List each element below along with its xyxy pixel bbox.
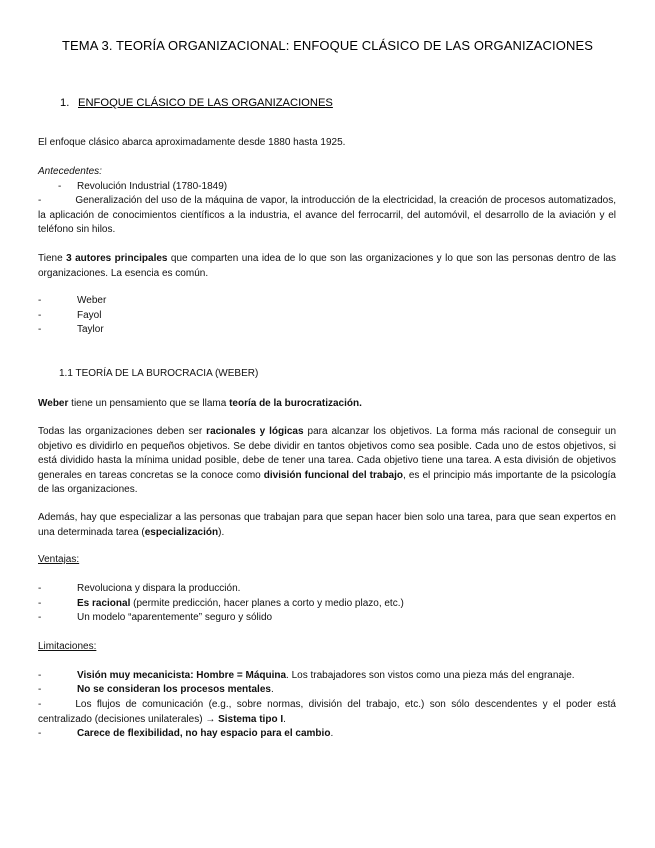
- p2-post: , es el principio más importante de la psicología de las organizaciones.: [38, 469, 616, 496]
- limitacion-item-3: [38, 698, 616, 727]
- limitacion-bold: Sistema tipo I: [215, 713, 284, 725]
- antecedentes-dash-1: -: [58, 181, 62, 192]
- list-dash: -: [38, 699, 42, 710]
- p3-pre: Además, hay que especializar a las personas que trabajan para que sepan hacer bien solo una tarea, para que sean expertos en una determinada tarea (: [38, 512, 616, 538]
- author-item-taylor: [38, 323, 616, 338]
- limitacion-text: .: [283, 713, 286, 725]
- document-title: TEMA 3. TEORÍA ORGANIZACIONAL: ENFOQUE CLÁSICO DE LAS ORGANIZACIONES: [61, 38, 593, 53]
- author-item-weber: [38, 294, 616, 309]
- section-heading-text: ENFOQUE CLÁSICO DE LAS ORGANIZACIONES: [78, 97, 333, 109]
- autores-bold: 3 autores principales: [66, 253, 168, 264]
- p2-pre: Todas las organizaciones deben ser: [38, 426, 207, 437]
- p3-post: ).: [218, 526, 225, 538]
- limitacion-bold: Visión muy mecanicista: Hombre = Máquina: [77, 670, 287, 681]
- ventaja-text: (permite predicción, hacer planes a corto y medio plazo, etc.): [130, 598, 404, 609]
- limitacion-text: Los flujos de comunicación (e.g., sobre normas, división del trabajo, etc.) son sólo descendentes y el poder está centralizado (decisiones unilaterales): [38, 699, 616, 725]
- limitacion-bold: Carece de flexibilidad, no hay espacio para el cambio: [77, 728, 331, 739]
- limitacion-item-2: [38, 683, 616, 698]
- burocratizacion-bold: teoría de la burocratización.: [229, 398, 362, 409]
- antecedentes-item-2-text: Generalización del uso de la máquina de vapor, la introducción de la electricidad, la creación de procesos automatizados, la aplicación de conocimientos científicos a la industria, el avance del ferrocarril, del automóvil, el desarrollo de la aviación y el teléfono sin hilos.: [38, 195, 616, 236]
- weber-paragraph: [38, 397, 616, 412]
- author-item-fayol: [38, 309, 616, 324]
- subsection-heading: 1.1 TEORÍA DE LA BUROCRACIA (WEBER): [59, 368, 259, 379]
- ventaja-item-2: [38, 597, 616, 612]
- antecedentes-item-2: [38, 194, 616, 238]
- list-dash: -: [38, 728, 42, 739]
- organizaciones-paragraph: [38, 425, 616, 498]
- arrow-right-icon: →: [205, 713, 216, 725]
- autores-pre: Tiene: [38, 253, 67, 264]
- limitaciones-label: Limitaciones:: [38, 641, 97, 652]
- ventaja-bold: Es racional: [77, 598, 131, 609]
- especializacion-paragraph: [38, 511, 616, 540]
- author-name: Fayol: [77, 310, 102, 321]
- list-dash: -: [38, 670, 42, 681]
- intro-paragraph: El enfoque clásico abarca aproximadamente desde 1880 hasta 1925.: [38, 137, 346, 148]
- list-dash: -: [38, 195, 42, 206]
- limitacion-text: .: [270, 684, 274, 695]
- antecedentes-item-1: Revolución Industrial (1780-1849): [77, 181, 228, 192]
- author-name: Taylor: [77, 324, 104, 335]
- ventaja-item-1: [38, 582, 616, 597]
- autores-paragraph: [38, 252, 616, 281]
- limitacion-bold: No se consideran los procesos mentales: [77, 684, 271, 695]
- ventaja-item-3: [38, 611, 616, 626]
- weber-bold: Weber: [38, 398, 69, 409]
- limitacion-text: . Los trabajadores son vistos como una pieza más del engranaje.: [286, 670, 575, 681]
- ventaja-text: Revoluciona y dispara la producción.: [77, 583, 241, 594]
- weber-mid: tiene un pensamiento que se llama: [68, 398, 230, 409]
- limitacion-text: .: [330, 728, 334, 739]
- list-dash: -: [38, 295, 42, 306]
- list-dash: -: [38, 583, 42, 594]
- especializacion-bold: especialización: [144, 526, 219, 538]
- limitacion-item-1: [38, 669, 616, 684]
- ventaja-text: Un modelo “aparentemente” seguro y sólido: [77, 612, 273, 623]
- list-dash: -: [38, 684, 42, 695]
- list-dash: -: [38, 612, 42, 623]
- section-heading: [60, 97, 333, 109]
- ventajas-label: Ventajas:: [38, 554, 80, 565]
- author-name: Weber: [77, 295, 107, 306]
- division-funcional-bold: división funcional del trabajo: [263, 469, 403, 481]
- autores-post: que comparten una idea de lo que son las organizaciones y lo que son las personas dentro de las organizaciones. La esencia es común.: [38, 253, 616, 279]
- list-dash: -: [38, 310, 42, 321]
- list-dash: -: [38, 598, 42, 609]
- section-number: 1.: [60, 97, 70, 109]
- antecedentes-label: Antecedentes:: [38, 166, 102, 177]
- list-dash: -: [38, 324, 42, 335]
- limitacion-item-4: [38, 727, 616, 742]
- p2-mid: para alcanzar los objetivos. La forma más racional de conseguir un objetivo es dividirlo en pequeños objetivos. Se debe dividir en tantos objetivos como sea posible. Cada uno de estos objetivos, si está dividido hasta la mínima unidad posible, debe de tener una tarea. Cada objetivo tiene una tarea. A esta división de objetivos generales en tareas concretas se la conoce como: [38, 426, 617, 481]
- racionales-bold: racionales y lógicas: [206, 426, 304, 437]
